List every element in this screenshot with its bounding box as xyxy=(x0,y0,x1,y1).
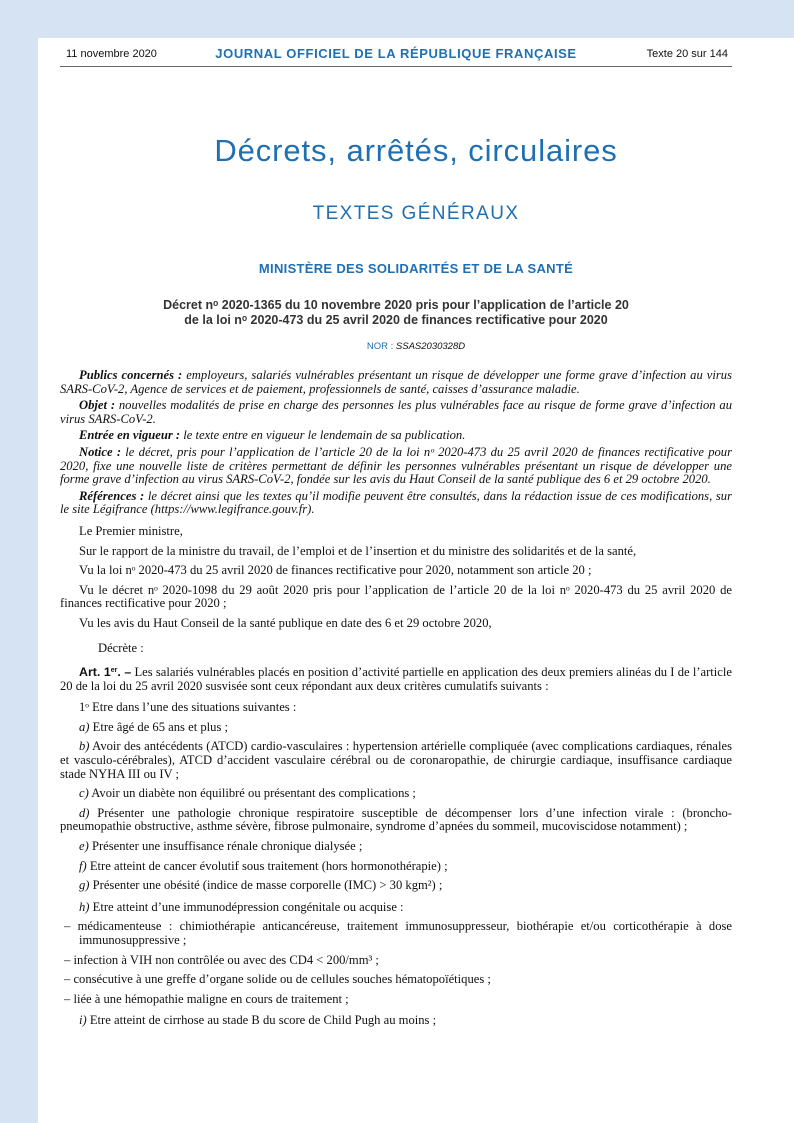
header-date: 11 novembre 2020 xyxy=(66,48,157,60)
ministry-name: MINISTÈRE DES SOLIDARITÉS ET DE LA SANTÉ xyxy=(258,261,574,276)
list-item-d: d) Présenter une pathologie chronique respiratoire susceptible de décompenser lors d’une infection virale : (broncho-pneumopathie obstructive, asthme sévère, fibrose pulmonaire, syndrome d’apnées du sommeil, mucoviscidose notamment) ; xyxy=(60,805,732,834)
header-divider xyxy=(60,66,732,67)
list-item-c: c) Avoir un diabète non équilibré ou présentant des complications ; xyxy=(79,786,416,801)
visa-avis: Vu les avis du Haut Conseil de la santé publique en date des 6 et 29 octobre 2020, xyxy=(79,615,492,630)
list-item-i: i) Etre atteint de cirrhose au stade B du score de Child Pugh au moins ; xyxy=(79,1013,437,1028)
list-item-b: b) Avoir des antécédents (ATCD) cardio-vasculaires : hypertension artérielle compliquée (avec complications cardiaques, rénales et vasculo-cérébrales), ATCD d’accident vasculaire cérébral ou de coronaropathie, de chirurgie cardiaque, insuffisance cardiaque stade NYHA III ou IV ; xyxy=(60,739,732,781)
nor-label: NOR : xyxy=(366,341,394,352)
summary-entree xyxy=(60,429,732,443)
list-item-h: h) Etre atteint d’une immunodépression congénitale ou acquise : xyxy=(79,899,404,914)
article-1 xyxy=(60,666,732,693)
notice-text: le décret, pris pour l’application de l’article 20 de la loi nᵒ 2020-473 du 25 avril 2020 de finances rectificative pour 2020, fixe une nouvelle liste de critères permettant de définir les personnes vulnérables présentant un risque de développer une forme grave d’infection au virus SARS-CoV-2, fondée sur les avis du Haut Conseil de la santé publique des 6 et 29 octobre 2020. xyxy=(60,444,732,487)
decree-title-line-1: Décret nᵒ 2020-1365 du 10 novembre 2020 pris pour l’application de l’article 20 xyxy=(163,298,629,312)
entree-label: Entrée en vigueur : xyxy=(79,428,181,443)
visa-rapport: Sur le rapport de la ministre du travail, de l’emploi et de l’insertion et du ministre des solidarités et de la santé, xyxy=(79,543,637,558)
list-item-a: a) Etre âgé de 65 ans et plus ; xyxy=(79,719,228,734)
summary-notice xyxy=(60,446,732,487)
summary-references xyxy=(60,490,732,517)
publics-text: employeurs, salariés vulnérables présentant un risque de développer une forme grave d’infection au virus SARS-CoV-2, Agence de services et de paiement, professionnels de santé, caisses d’assurance maladie. xyxy=(60,368,732,396)
section-title: Décrets, arrêtés, circulaires xyxy=(214,133,618,168)
premier-ministre: Le Premier ministre, xyxy=(79,523,183,538)
header-text-number: Texte 20 sur 144 xyxy=(646,48,728,60)
decree-title xyxy=(60,298,732,328)
notice-label: Notice : xyxy=(79,444,122,459)
objet-label: Objet : xyxy=(79,398,116,413)
running-header xyxy=(60,46,732,62)
summary-objet xyxy=(60,399,732,426)
list-item-e: e) Présenter une insuffisance rénale chronique dialysée ; xyxy=(79,839,363,854)
decrete: Décrète : xyxy=(98,640,144,655)
article-1-text: Les salariés vulnérables placés en position d’activité partielle en application des deux premiers alinéas du I de l’article 20 de la loi du 25 avril 2020 susvisée sont ceux répondant aux deux critères cumulatifs suivants : xyxy=(60,665,732,693)
dash-item-2: – infection à VIH non contrôlée ou avec des CD4 < 200/mm³ ; xyxy=(64,952,379,967)
decree-title-line-2: de la loi nᵒ 2020-473 du 25 avril 2020 de finances rectificative pour 2020 xyxy=(184,313,608,327)
dash-item-3: – consécutive à une greffe d’organe solide ou de cellules souches hématopoïétiques ; xyxy=(64,972,491,987)
article-1-label: Art. 1er. – xyxy=(79,665,132,680)
nor-value: SSAS2030328D xyxy=(395,341,466,352)
visa-decret: Vu le décret nᵒ 2020-1098 du 29 août 2020 pris pour l’application de l’article 20 de la loi nᵒ 2020-473 du 25 avril 2020 de finances rectificative pour 2020 ; xyxy=(60,582,732,611)
nor-reference xyxy=(38,341,794,352)
objet-text: nouvelles modalités de prise en charge des personnes les plus vulnérables face au risque de forme grave d’infection au virus SARS-CoV-2. xyxy=(60,398,732,426)
references-label: Références : xyxy=(79,488,145,503)
entree-text: le texte entre en vigueur le lendemain de sa publication. xyxy=(180,428,466,443)
subsection-title: TEXTES GÉNÉRAUX xyxy=(312,203,520,224)
dash-item-1: – médicamenteuse : chimiothérapie anticancéreuse, traitement immunosuppresseur, biothérapie et/ou corticothérapie à dose immunosuppressive ; xyxy=(64,919,732,947)
page-top-band xyxy=(0,0,794,38)
decree-body xyxy=(60,369,732,1028)
visa-loi: Vu la loi nᵒ 2020-473 du 25 avril 2020 de finances rectificative pour 2020, notamment son article 20 ; xyxy=(79,563,592,578)
page-margin-band xyxy=(0,0,38,1123)
list-item-g: g) Présenter une obésité (indice de masse corporelle (IMC) > 30 kgm²) ; xyxy=(79,878,443,893)
references-text: le décret ainsi que les textes qu’il modifie peuvent être consultés, dans la rédaction issue de ces modifications, sur le site Légifrance (https://www.legifrance.gouv.fr). xyxy=(60,488,732,517)
header-journal-title: JOURNAL OFFICIEL DE LA RÉPUBLIQUE FRANÇAISE xyxy=(215,46,577,61)
summary-publics xyxy=(60,369,732,396)
decree-summary xyxy=(60,369,732,517)
list-item-f: f) Etre atteint de cancer évolutif sous traitement (hors hormonothérapie) ; xyxy=(79,858,448,873)
publics-label: Publics concernés : xyxy=(79,368,183,382)
dash-item-4: – liée à une hémopathie maligne en cours de traitement ; xyxy=(64,991,349,1006)
criterion-1: 1ᵒ Etre dans l’une des situations suivantes : xyxy=(79,700,297,715)
